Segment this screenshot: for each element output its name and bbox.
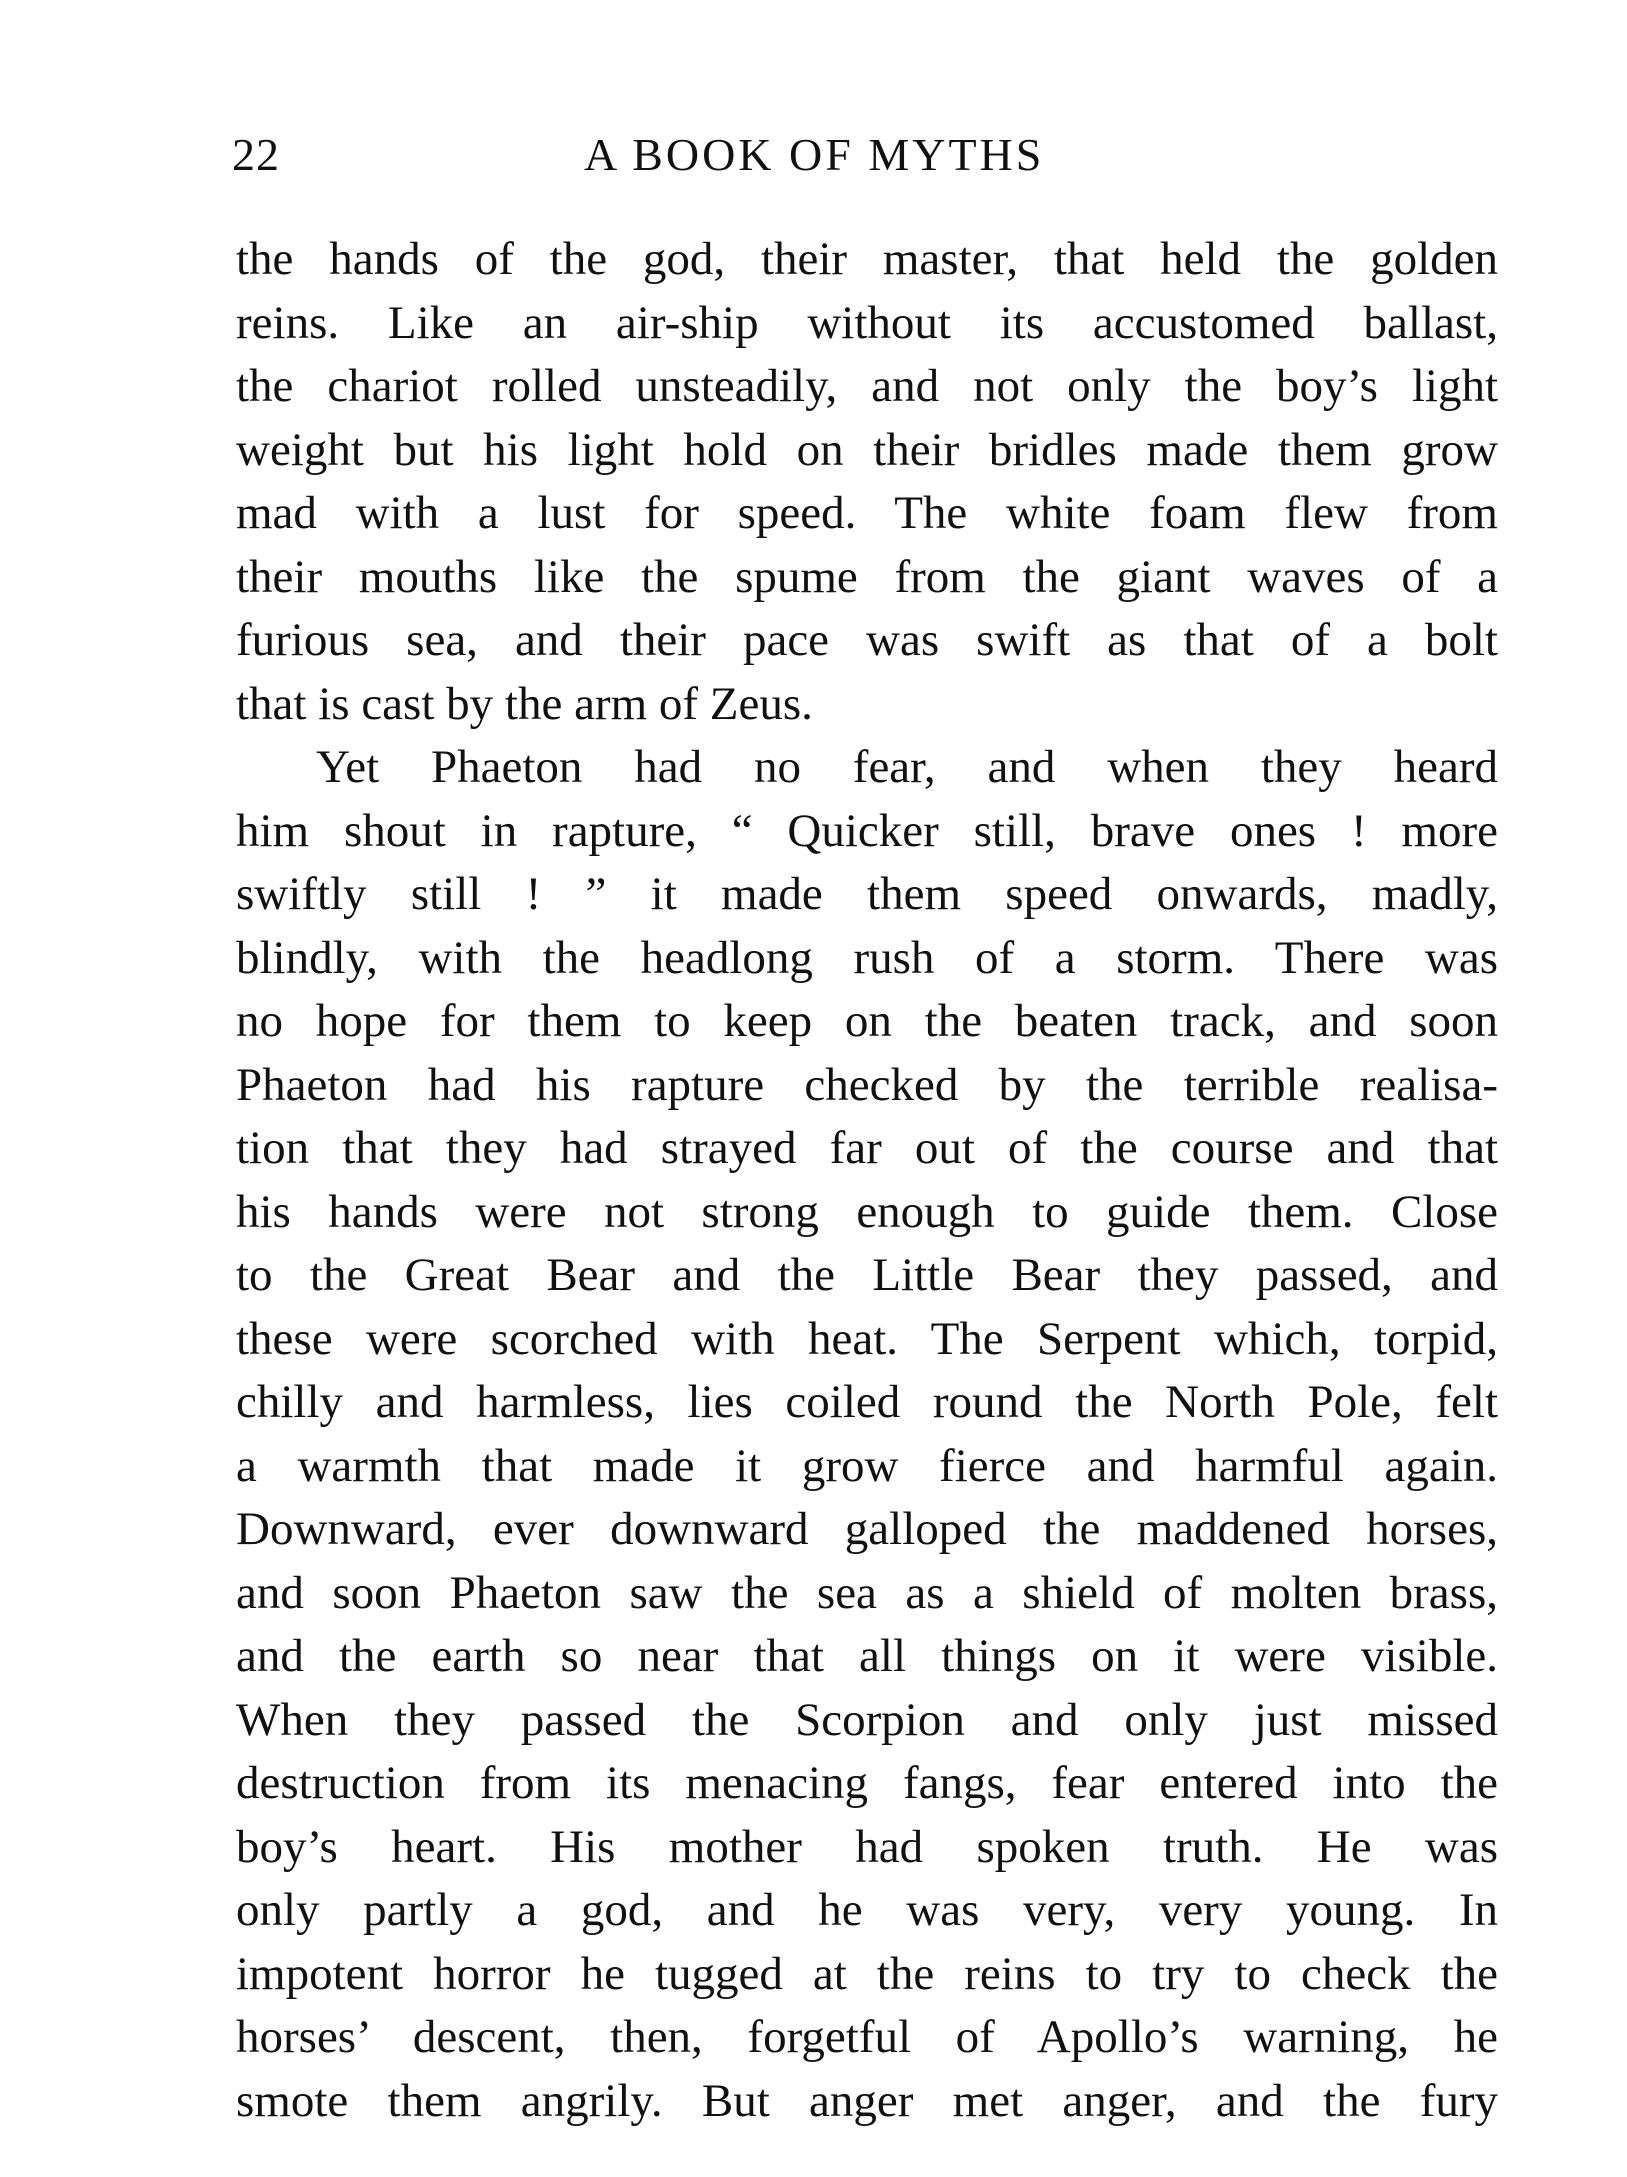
text-line: his hands were not strong enough to guide them. Close [236,1185,1498,1238]
text-line: Phaeton had his rapture checked by the terrible realisa- [236,1058,1498,1111]
running-title: A BOOK OF MYTHS [584,129,1045,180]
text-line: and soon Phaeton saw the sea as a shield of molten brass, [236,1566,1498,1619]
text-line: the chariot rolled unsteadily, and not only the boy’s light [236,360,1498,412]
text-line: a warmth that made it grow fierce and harmful again. [236,1439,1498,1492]
text-line: When they passed the Scorpion and only just missed [236,1693,1498,1746]
text-line: reins. Like an air-ship without its accustomed ballast, [236,296,1498,349]
text-line: destruction from its menacing fangs, fear entered into the [236,1757,1498,1809]
page-number: 22 [232,129,280,180]
text-line: smote them angrily. But anger met anger, and the fury [236,2074,1498,2127]
body-text [236,228,1498,2133]
text-line: blindly, with the headlong rush of a storm. There was [236,931,1498,984]
page-header [232,128,1497,198]
text-line: tion that they had strayed far out of the course and that [236,1122,1498,1174]
text-line: these were scorched with heat. The Serpent which, torpid, [236,1312,1498,1365]
text-line: him shout in rapture, “ Quicker still, brave ones ! more [236,804,1498,857]
paragraph-end-line: that is cast by the arm of Zeus. [236,677,813,730]
text-line: their mouths like the spume from the giant waves of a [236,550,1498,603]
text-line: no hope for them to keep on the beaten track, and soon [236,995,1498,1047]
text-line: furious sea, and their pace was swift as that of a bolt [236,614,1498,666]
text-line: swiftly still ! ” it made them speed onwards, madly, [236,868,1498,920]
text-line: only partly a god, and he was very, very young. In [236,1884,1498,1936]
text-line: chilly and harmless, lies coiled round the North Pole, felt [236,1376,1498,1428]
text-line: weight but his light hold on their bridles made them grow [236,423,1498,476]
text-line: mad with a lust for speed. The white foam flew from [236,487,1498,539]
text-line: to the Great Bear and the Little Bear they passed, and [236,1249,1498,1301]
paragraph-start-line: Yet Phaeton had no fear, and when they heard [316,741,1498,793]
text-line: the hands of the god, their master, that held the golden [236,233,1498,285]
text-line: Downward, ever downward galloped the maddened horses, [236,1503,1498,1555]
text-line: horses’ descent, then, forgetful of Apollo’s warning, he [236,2011,1498,2063]
text-line: impotent horror he tugged at the reins to try to check the [236,1947,1498,2000]
text-line: and the earth so near that all things on it were visible. [236,1630,1498,1682]
text-line: boy’s heart. His mother had spoken truth. He was [236,1820,1498,1873]
